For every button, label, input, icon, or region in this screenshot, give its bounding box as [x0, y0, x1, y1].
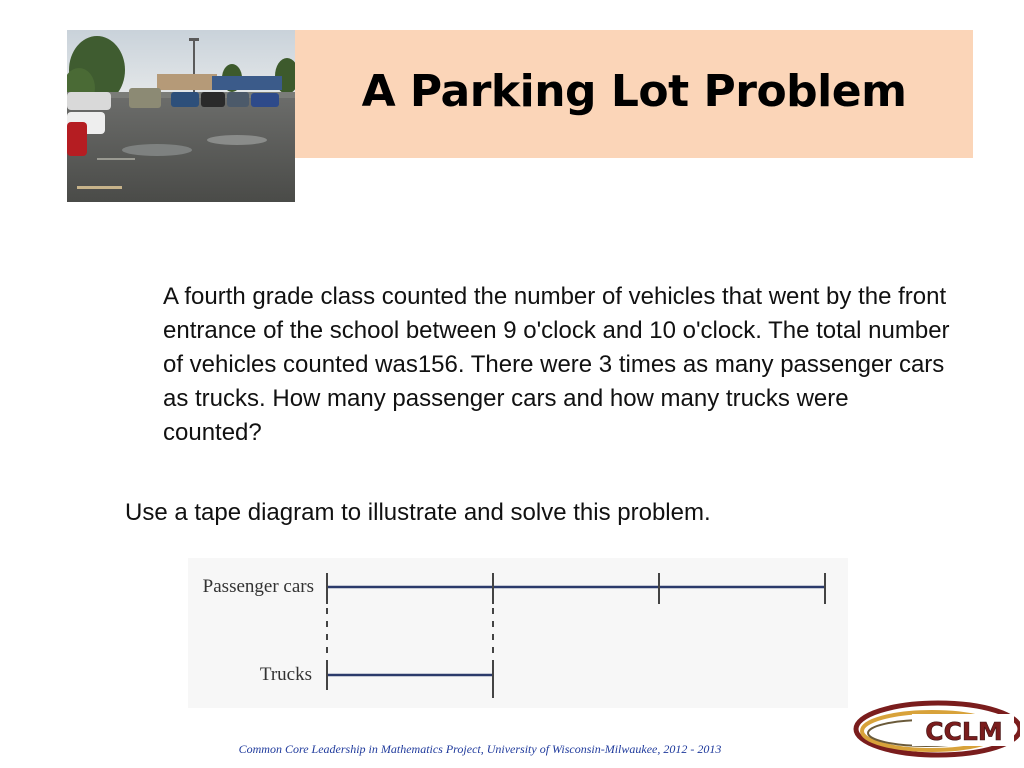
slide-title: A Parking Lot Problem [361, 66, 907, 117]
parking-lot-photo [67, 30, 295, 202]
tape-label-trucks: Trucks [259, 664, 312, 685]
problem-text: A fourth grade class counted the number of vehicles that went by the front entrance of the school between 9 o'clock and 10 o'clock. The total number of vehicles counted was156. There were 3 times as many passenger cars as trucks. How many passenger cars and how many trucks were counted? [163, 283, 950, 446]
tape-diagram [188, 558, 848, 708]
tape-label-passenger-cars: Passenger cars [202, 576, 314, 597]
footer-credit: Common Core Leadership in Mathematics Project, University of Wisconsin-Milwaukee, 2012 - 2013 [238, 742, 722, 756]
cclm-logo [852, 698, 1020, 758]
instruction-text: Use a tape diagram to illustrate and solve this problem. [125, 499, 711, 526]
logo-text: CCLM [925, 717, 1003, 746]
